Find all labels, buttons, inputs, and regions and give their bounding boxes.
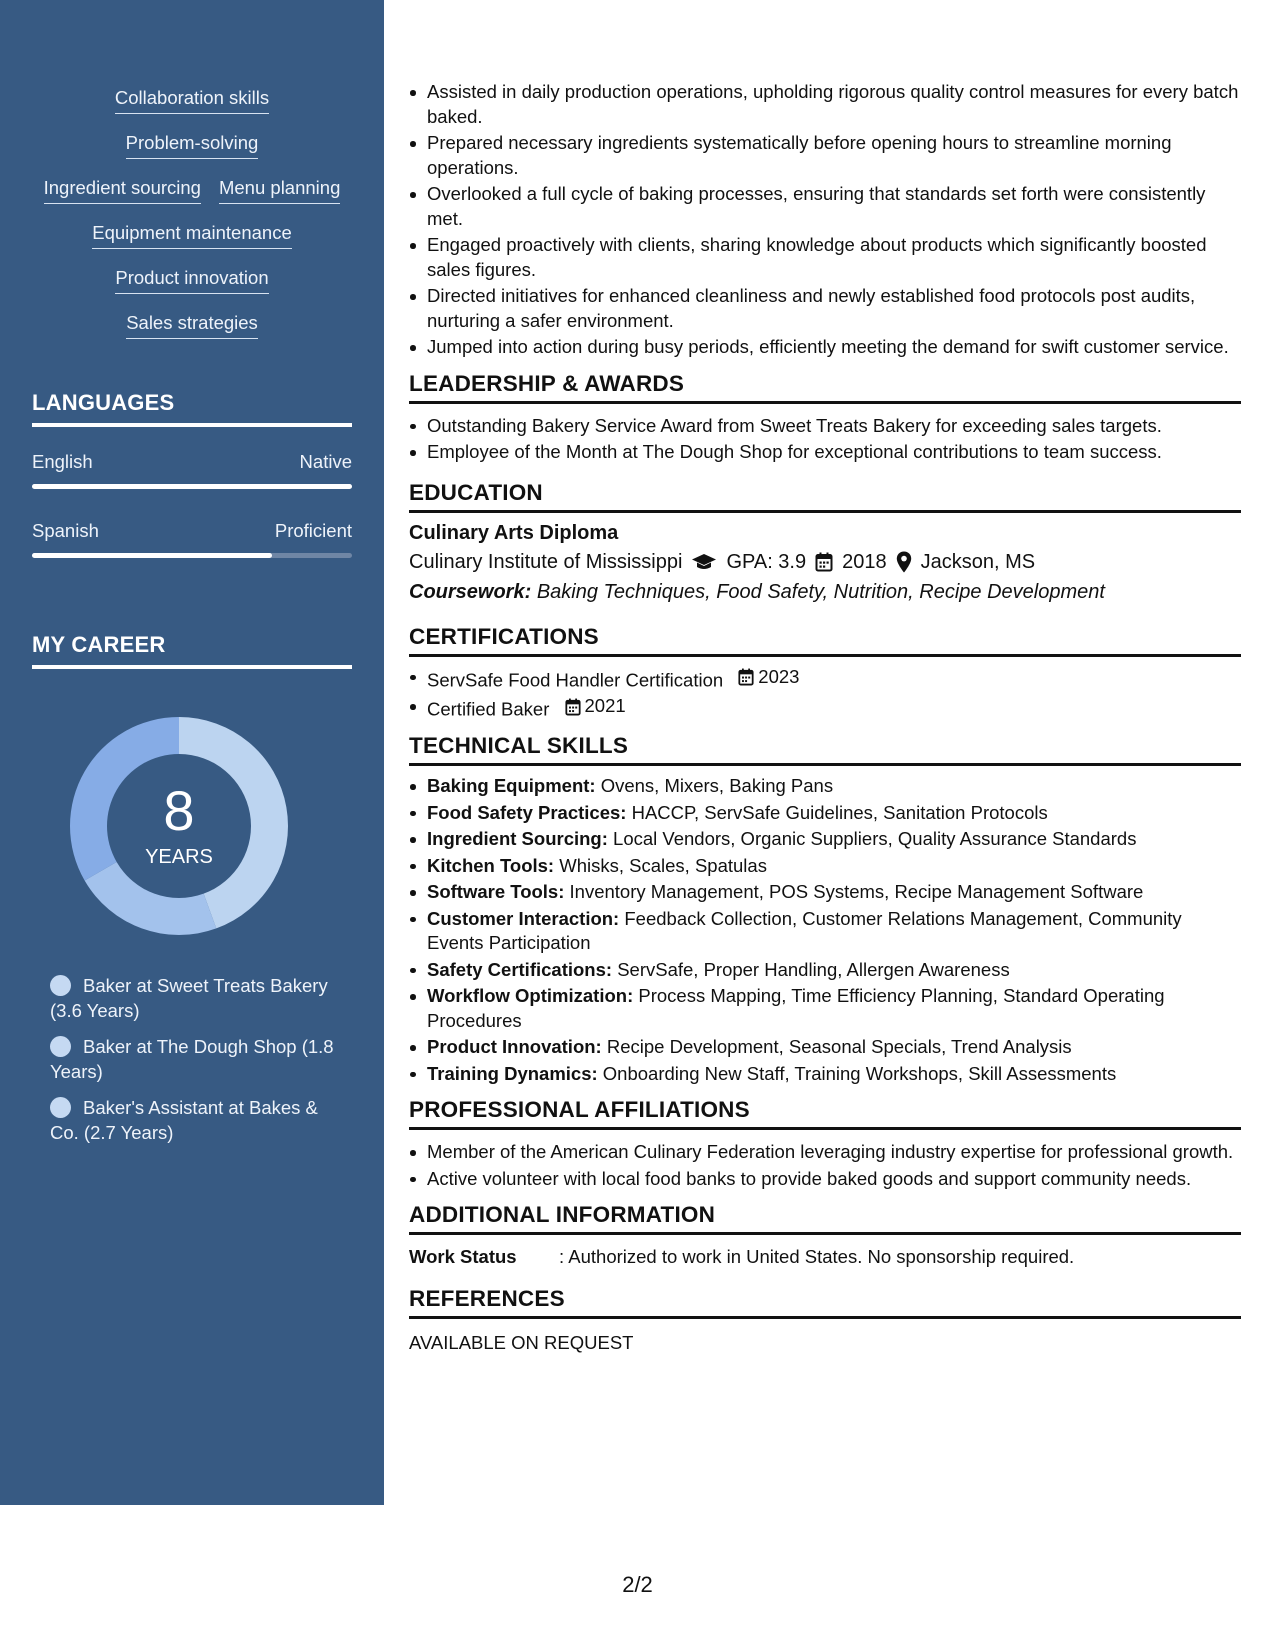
leadership-item: Employee of the Month at The Dough Shop for exceptional contributions to team success. xyxy=(409,440,1241,465)
certification-year: 2021 xyxy=(584,695,626,717)
certification-name: ServSafe Food Handler Certification xyxy=(427,668,724,690)
certification-item xyxy=(409,694,1241,722)
skill-tag: Product innovation xyxy=(115,266,268,294)
technical-skill-value: Feedback Collection, Customer Relations Management, Community Events Participation xyxy=(427,907,1182,953)
experience-bullet: Directed initiatives for enhanced cleanliness and newly established food protocols post audits, nurturing a safer environment. xyxy=(409,284,1241,333)
experience-bullets xyxy=(409,80,1241,360)
language-bar xyxy=(32,553,352,558)
work-status-value: : Authorized to work in United States. No sponsorship required. xyxy=(559,1246,1075,1267)
education-details xyxy=(409,547,1241,577)
career-legend-item xyxy=(50,1035,340,1084)
language-bar-fill xyxy=(32,484,352,489)
leadership-heading: LEADERSHIP & AWARDS xyxy=(409,370,1241,404)
legend-dot-icon xyxy=(50,975,71,996)
certifications-heading: CERTIFICATIONS xyxy=(409,623,1241,657)
career-legend-label: Baker at Sweet Treats Bakery (3.6 Years) xyxy=(50,975,328,1021)
affiliation-item: Active volunteer with local food banks to provide baked goods and support community needs. xyxy=(409,1167,1241,1192)
affiliations-heading: PROFESSIONAL AFFILIATIONS xyxy=(409,1096,1241,1130)
technical-skill-label: Product Innovation: xyxy=(427,1036,602,1057)
career-legend-item xyxy=(50,974,340,1023)
technical-skill-item xyxy=(409,907,1241,956)
career-total-unit: YEARS xyxy=(145,846,213,868)
references-heading: REFERENCES xyxy=(409,1285,1241,1319)
school-location: Jackson, MS xyxy=(920,550,1036,573)
education-heading: EDUCATION xyxy=(409,479,1241,513)
main-content xyxy=(409,80,1241,1355)
career-legend xyxy=(50,974,340,1157)
career-legend-label: Baker's Assistant at Bakes & Co. (2.7 Years) xyxy=(50,1097,318,1143)
technical-skill-item xyxy=(409,801,1241,826)
references-text: AVAILABLE ON REQUEST xyxy=(409,1332,634,1353)
technical-skill-value: Ovens, Mixers, Baking Pans xyxy=(600,775,834,796)
technical-skill-item xyxy=(409,854,1241,879)
technical-skill-label: Software Tools: xyxy=(427,881,565,902)
skill-tag: Problem-solving xyxy=(126,131,259,159)
coursework-label: Coursework: xyxy=(409,580,532,603)
career-donut-center xyxy=(66,713,292,939)
language-english xyxy=(32,450,352,489)
gpa: GPA: 3.9 xyxy=(726,550,807,573)
coursework xyxy=(409,577,1241,607)
certification-date xyxy=(565,694,626,719)
legend-dot-icon xyxy=(50,1097,71,1118)
language-level: Native xyxy=(299,451,352,472)
coursework-list: Baking Techniques, Food Safety, Nutrition, Recipe Development xyxy=(536,580,1105,603)
technical-skill-value: ServSafe, Proper Handling, Allergen Awareness xyxy=(617,958,1010,980)
skill-tag: Collaboration skills xyxy=(115,86,269,114)
skills-list xyxy=(32,86,352,356)
technical-skill-value: Process Mapping, Time Efficiency Planning, Standard Operating Procedures xyxy=(427,985,1165,1031)
skill-tag: Equipment maintenance xyxy=(92,221,292,249)
language-spanish xyxy=(32,519,352,558)
technical-skill-label: Baking Equipment: xyxy=(427,775,596,796)
technical-skill-label: Food Safety Practices: xyxy=(427,801,627,823)
language-bar xyxy=(32,484,352,489)
language-name: English xyxy=(32,451,93,472)
additional-info-heading: ADDITIONAL INFORMATION xyxy=(409,1201,1241,1235)
career-legend-item xyxy=(50,1096,340,1145)
affiliation-item: Member of the American Culinary Federation leveraging industry expertise for professional growth. xyxy=(409,1140,1241,1165)
certifications-list xyxy=(409,665,1241,723)
certification-name: Certified Baker xyxy=(427,698,550,720)
technical-skill-value: HACCP, ServSafe Guidelines, Sanitation Protocols xyxy=(631,801,1048,823)
technical-skill-label: Kitchen Tools: xyxy=(427,854,555,876)
leadership-list xyxy=(409,414,1241,465)
career-total-years: 8 xyxy=(163,779,195,842)
experience-bullet: Overlooked a full cycle of baking processes, ensuring that standards set forth were consistently met. xyxy=(409,182,1241,231)
certification-year: 2023 xyxy=(758,665,800,687)
career-heading: MY CAREER xyxy=(32,632,352,669)
experience-bullet: Jumped into action during busy periods, efficiently meeting the demand for swift customer service. xyxy=(409,335,1241,360)
technical-skill-label: Workflow Optimization: xyxy=(427,985,634,1006)
technical-skill-value: Whisks, Scales, Spatulas xyxy=(559,854,767,876)
experience-bullet: Prepared necessary ingredients systematically before opening hours to streamline morning operations. xyxy=(409,131,1241,180)
language-name: Spanish xyxy=(32,520,99,541)
certification-date xyxy=(738,665,799,690)
technical-skills-list xyxy=(409,774,1241,1086)
technical-skill-item xyxy=(409,958,1241,983)
graduation-cap-icon xyxy=(691,552,717,572)
degree-title: Culinary Arts Diploma xyxy=(409,521,619,544)
sidebar xyxy=(0,0,384,1505)
calendar-icon xyxy=(565,698,581,716)
technical-skill-item xyxy=(409,1035,1241,1060)
certification-item xyxy=(409,665,1241,693)
technical-skill-value: Inventory Management, POS Systems, Recipe Management Software xyxy=(569,881,1144,902)
technical-skill-item xyxy=(409,984,1241,1033)
technical-skill-item xyxy=(409,774,1241,799)
technical-skill-value: Onboarding New Staff, Training Workshops, Skill Assessments xyxy=(602,1062,1117,1084)
technical-skill-label: Ingredient Sourcing: xyxy=(427,828,608,849)
language-level: Proficient xyxy=(274,520,352,541)
school-name: Culinary Institute of Mississippi xyxy=(409,550,683,573)
leadership-item: Outstanding Bakery Service Award from Sweet Treats Bakery for exceeding sales targets. xyxy=(409,414,1241,439)
technical-skill-label: Training Dynamics: xyxy=(427,1062,598,1084)
skill-tag: Sales strategies xyxy=(126,311,258,339)
languages-heading: LANGUAGES xyxy=(32,390,352,427)
experience-bullet: Engaged proactively with clients, sharing knowledge about products which significantly boosted sales figures. xyxy=(409,233,1241,282)
calendar-icon xyxy=(738,668,754,686)
language-bar-fill xyxy=(32,553,272,558)
technical-skills-heading: TECHNICAL SKILLS xyxy=(409,732,1241,766)
map-pin-icon xyxy=(896,551,912,573)
affiliations-list xyxy=(409,1140,1241,1191)
technical-skill-item xyxy=(409,880,1241,905)
work-status-label: Work Status xyxy=(409,1246,517,1267)
technical-skill-label: Safety Certifications: xyxy=(427,958,613,980)
legend-dot-icon xyxy=(50,1036,71,1057)
technical-skill-label: Customer Interaction: xyxy=(427,907,620,929)
skill-tag: Ingredient sourcing xyxy=(44,176,201,204)
work-status xyxy=(409,1245,1241,1269)
technical-skill-value: Local Vendors, Organic Suppliers, Quality Assurance Standards xyxy=(613,828,1137,849)
experience-bullet: Assisted in daily production operations, upholding rigorous quality control measures for every batch baked. xyxy=(409,80,1241,129)
technical-skill-value: Recipe Development, Seasonal Specials, Trend Analysis xyxy=(606,1036,1072,1057)
graduation-year: 2018 xyxy=(842,550,887,573)
technical-skill-item xyxy=(409,1062,1241,1087)
technical-skill-item xyxy=(409,827,1241,852)
skill-tag: Menu planning xyxy=(219,176,340,204)
page-number: 2/2 xyxy=(622,1572,653,1597)
calendar-icon xyxy=(815,552,833,572)
career-legend-label: Baker at The Dough Shop (1.8 Years) xyxy=(50,1036,334,1082)
